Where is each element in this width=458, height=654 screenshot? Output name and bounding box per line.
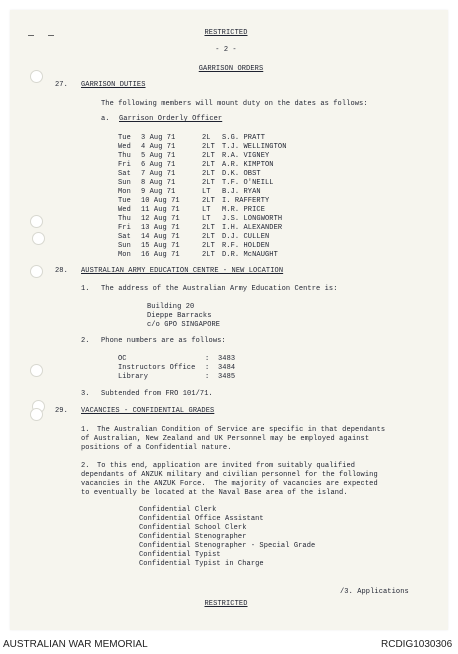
duty-name: T.J. WELLINGTON [222,143,287,151]
duty-rank: 2LT [202,170,215,178]
phone-label: OC [118,355,127,363]
section-29-para2-line: dependants of ANZUK military and civilian personnel for the following [81,471,378,479]
section-29-para1-line: of Australian, New Zealand and UK Personnel may be employed against [81,435,370,443]
section-27-intro: The following members will mount duty on the dates as follows: [101,100,368,108]
duty-name: A.R. KIMPTON [222,161,274,169]
section-29-para1-line: positions of a Confidential nature. [81,444,232,452]
archive-reference: RCDIG1030306 [381,639,453,650]
duty-date: 9 Aug 71 [141,188,176,196]
section-29-para2-number: 2. [81,462,90,470]
duty-date: 3 Aug 71 [141,134,176,142]
punch-hole [30,70,43,83]
section-27-number: 27. [55,81,68,89]
phone-number: 3483 [218,355,236,363]
section-29-para2-line: To this end, application are invited from suitably qualified [97,462,356,470]
duty-day: Thu [118,152,131,160]
duty-date: 15 Aug 71 [141,242,180,250]
duty-name: T.F. O'NEILL [222,179,274,187]
duty-date: 7 Aug 71 [141,170,176,178]
page-number: - 2 - [215,46,237,54]
duty-name: D.K. OBST [222,170,261,178]
position-item: Confidential Typist in Charge [139,560,264,568]
duty-name: J.S. LONGWORTH [222,215,283,223]
phone-separator: : [205,373,210,381]
duty-day: Mon [118,188,131,196]
section-28-para3-number: 3. [81,390,90,398]
section-28-title: AUSTRALIAN ARMY EDUCATION CENTRE - NEW LOCATION [81,267,284,275]
phone-separator: : [205,364,210,372]
position-item: Confidential Clerk [139,506,217,514]
duty-day: Thu [118,215,131,223]
punch-hole [30,408,43,421]
punch-hole [30,364,43,377]
phone-separator: : [205,355,210,363]
phone-number: 3484 [218,364,236,372]
duty-name: D.R. McNAUGHT [222,251,278,259]
position-item: Confidential Stenographer - Special Grade [139,542,316,550]
duty-day: Sun [118,179,131,187]
section-29-para1-line: The Australian Condition of Service are specific in that dependants [97,426,386,434]
archive-credit: AUSTRALIAN WAR MEMORIAL [3,639,148,650]
duty-rank: 2LT [202,233,215,241]
duty-rank: 2LT [202,161,215,169]
phone-number: 3485 [218,373,236,381]
duty-rank: LT [202,215,211,223]
address-line: Building 20 [147,303,195,311]
section-28-para1: The address of the Australian Army Education Centre is: [101,285,338,293]
position-item: Confidential School Clerk [139,524,247,532]
subsection-a-title: Garrison Orderly Officer [119,115,223,123]
duty-name: S.G. PRATT [222,134,266,142]
section-28-number: 28. [55,267,68,275]
duty-day: Fri [118,161,131,169]
duty-rank: 2LT [202,179,215,187]
duty-day: Sun [118,242,131,250]
section-29-number: 29. [55,407,68,415]
duty-date: 5 Aug 71 [141,152,176,160]
section-28-para2: Phone numbers are as follows: [101,337,226,345]
duty-day: Mon [118,251,131,259]
phone-label: Library [118,373,149,381]
phone-label: Instructors Office [118,364,196,372]
duty-day: Wed [118,143,131,151]
duty-name: D.J. CULLEN [222,233,270,241]
duty-day: Tue [118,197,131,205]
duty-day: Wed [118,206,131,214]
duty-date: 4 Aug 71 [141,143,176,151]
section-27-title: GARRISON DUTIES [81,81,146,89]
document-title: GARRISON ORDERS [198,65,264,73]
duty-date: 14 Aug 71 [141,233,180,241]
duty-name: I. RAFFERTY [222,197,270,205]
duty-day: Fri [118,224,131,232]
duty-date: 10 Aug 71 [141,197,180,205]
punch-hole [30,215,43,228]
continuation-note: /3. Applications [340,588,409,596]
duty-rank: 2LT [202,197,215,205]
duty-rank: 2LT [202,224,215,232]
duty-rank: 2LT [202,251,215,259]
position-item: Confidential Typist [139,551,221,559]
duty-date: 13 Aug 71 [141,224,180,232]
duty-day: Tue [118,134,131,142]
classification-footer: RESTRICTED [204,600,248,608]
subsection-a-label: a. [101,115,110,123]
duty-date: 8 Aug 71 [141,179,176,187]
address-line: Dieppe Barracks [147,312,212,320]
punch-hole [32,232,45,245]
duty-name: I.H. ALEXANDER [222,224,283,232]
duty-name: B.J. RYAN [222,188,261,196]
section-29-para2-line: vacancies in the ANZUK Force. The majority of vacancies are expected [81,480,378,488]
duty-rank: LT [202,206,211,214]
section-29-para2-line: to eventually be located at the Naval Base area of the island. [81,489,348,497]
duty-name: M.R. PRICE [222,206,266,214]
duty-day: Sat [118,233,131,241]
section-29-para1-number: 1. [81,426,90,434]
punch-hole [30,265,43,278]
duty-name: R.A. VIGNEY [222,152,270,160]
position-item: Confidential Office Assistant [139,515,264,523]
position-item: Confidential Stenographer [139,533,247,541]
section-29-title: VACANCIES - CONFIDENTIAL GRADES [81,407,215,415]
section-28-para2-number: 2. [81,337,90,345]
duty-date: 11 Aug 71 [141,206,180,214]
duty-rank: 2LT [202,242,215,250]
classification-header: RESTRICTED [204,29,248,37]
duty-rank: 2LT [202,143,215,151]
page-mark [28,35,34,36]
section-28-para3: Subtended from FRO 101/71. [101,390,213,398]
duty-date: 6 Aug 71 [141,161,176,169]
duty-date: 12 Aug 71 [141,215,180,223]
section-28-para1-number: 1. [81,285,90,293]
page-mark [48,35,54,36]
duty-day: Sat [118,170,131,178]
duty-rank: 2LT [202,152,215,160]
duty-rank: LT [202,188,211,196]
duty-rank: 2L [202,134,211,142]
address-line: c/o GPO SINGAPORE [147,321,221,329]
duty-date: 16 Aug 71 [141,251,180,259]
duty-name: R.F. HOLDEN [222,242,270,250]
